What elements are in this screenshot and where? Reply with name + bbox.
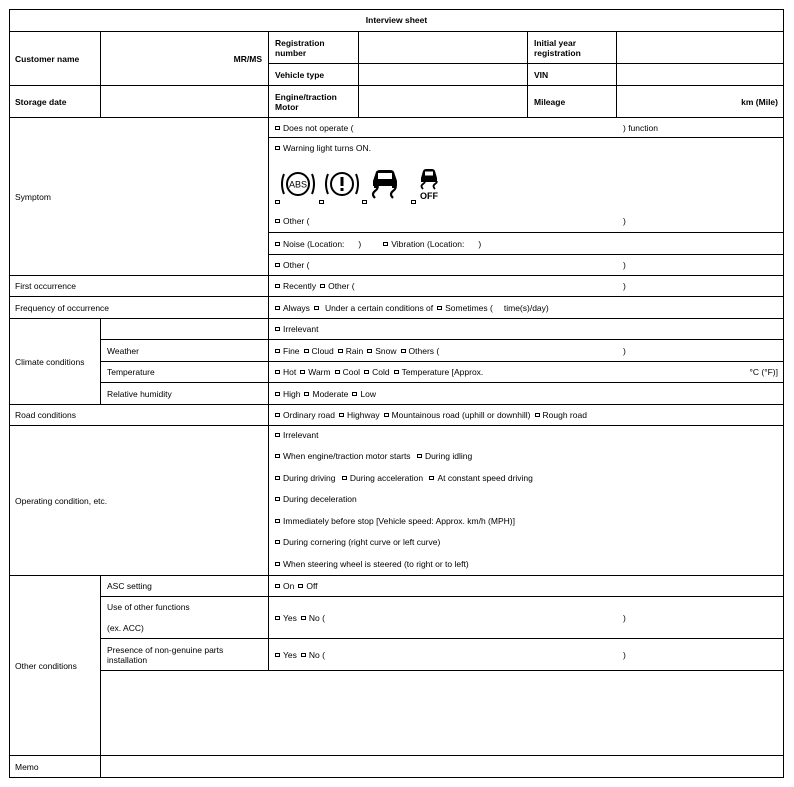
symptom-label: Symptom	[9, 117, 268, 275]
checkbox[interactable]	[275, 519, 280, 523]
checkbox[interactable]	[275, 146, 280, 150]
checkbox[interactable]	[535, 413, 540, 417]
checkbox[interactable]	[300, 370, 305, 374]
vin-label: VIN	[527, 63, 616, 85]
checkbox[interactable]	[275, 306, 280, 310]
symptom-row-warning-light: Warning light turns ON. ABS OFF Other ( )	[268, 137, 784, 232]
weather-options: Fine Cloud Rain Snow Others ( )	[268, 339, 784, 361]
use-other-functions-options: Yes No ( )	[268, 596, 784, 638]
checkbox[interactable]	[275, 327, 280, 331]
checkbox[interactable]	[275, 126, 280, 130]
stability-control-off-icon	[415, 167, 443, 201]
checkbox[interactable]	[383, 242, 388, 246]
checkbox[interactable]	[335, 370, 340, 374]
initial-year-registration-label: Initial year registration	[527, 31, 616, 63]
non-genuine-parts-options: Yes No ( )	[268, 638, 784, 670]
checkbox[interactable]	[319, 200, 324, 204]
checkbox[interactable]	[320, 284, 325, 288]
checkbox[interactable]	[339, 413, 344, 417]
climate-irrelevant-blank	[100, 318, 268, 339]
svg-text:OFF: OFF	[420, 191, 438, 201]
checkbox[interactable]	[275, 584, 280, 588]
road-conditions-label: Road conditions	[9, 404, 268, 425]
checkbox[interactable]	[394, 370, 399, 374]
symptom-row-does-not-operate: Does not operate ( ) function	[268, 117, 784, 137]
first-occurrence-options: Recently Other ( )	[268, 275, 784, 296]
symptom-row-noise-vibration: Noise (Location: ) Vibration (Location: )	[268, 232, 784, 254]
checkbox[interactable]	[304, 349, 309, 353]
climate-irrelevant: Irrelevant	[268, 318, 784, 339]
frequency-options: Always Under a certain conditions of Sometimes ( time(s)/day)	[268, 296, 784, 318]
sheet-title: Interview sheet	[365, 15, 428, 25]
checkbox[interactable]	[314, 306, 319, 310]
symptom-row-other: Other ( )	[268, 254, 784, 275]
interview-sheet	[9, 9, 784, 778]
registration-number-field[interactable]	[358, 31, 527, 63]
operating-condition-label: Operating condition, etc.	[9, 425, 268, 575]
humidity-label: Relative humidity	[100, 382, 268, 404]
memo-field[interactable]	[100, 755, 784, 778]
checkbox[interactable]	[275, 433, 280, 437]
temperature-label: Temperature	[100, 361, 268, 382]
checkbox[interactable]	[384, 413, 389, 417]
checkbox[interactable]	[364, 370, 369, 374]
operating-condition-options: Irrelevant When engine/traction motor starts During idling During driving During acceleration At constant speed driving During deceleration Immediately before stop [Vehicle speed: Approx. km/h (MPH)] During cornering (right curve or left curve) When steering wheel is steered (to right or to left)	[268, 425, 784, 575]
checkbox[interactable]	[367, 349, 372, 353]
checkbox[interactable]	[275, 263, 280, 267]
checkbox[interactable]	[275, 200, 280, 204]
checkbox[interactable]	[275, 370, 280, 374]
checkbox[interactable]	[275, 349, 280, 353]
checkbox[interactable]	[275, 497, 280, 501]
temperature-options: Hot Warm Cool Cold Temperature [Approx. °C (°F)]	[268, 361, 784, 382]
road-conditions-options: Ordinary road Highway Mountainous road (uphill or downhill) Rough road	[268, 404, 784, 425]
checkbox[interactable]	[275, 476, 280, 480]
checkbox[interactable]	[275, 562, 280, 566]
storage-date-label: Storage date	[9, 85, 100, 117]
checkbox[interactable]	[301, 616, 306, 620]
checkbox[interactable]	[275, 392, 280, 396]
checkbox[interactable]	[275, 653, 280, 657]
memo-label: Memo	[9, 755, 100, 778]
checkbox[interactable]	[437, 306, 442, 310]
climate-conditions-label: Climate conditions	[9, 318, 100, 404]
registration-number-label: Registration number	[268, 31, 358, 63]
checkbox[interactable]	[275, 454, 280, 458]
checkbox[interactable]	[401, 349, 406, 353]
initial-year-registration-field[interactable]	[616, 31, 784, 63]
checkbox[interactable]	[275, 242, 280, 246]
checkbox[interactable]	[275, 540, 280, 544]
svg-text:ABS: ABS	[288, 179, 308, 190]
mileage-field[interactable]: km (Mile)	[616, 85, 784, 117]
checkbox[interactable]	[275, 219, 280, 223]
other-conditions-label: Other conditions	[9, 575, 100, 755]
stability-control-icon	[367, 167, 403, 201]
customer-name-field[interactable]: MR/MS	[100, 31, 268, 85]
checkbox[interactable]	[275, 616, 280, 620]
storage-date-field[interactable]	[100, 85, 268, 117]
other-conditions-notes-field[interactable]	[100, 670, 784, 755]
checkbox[interactable]	[304, 392, 309, 396]
checkbox[interactable]	[429, 476, 434, 480]
checkbox[interactable]	[275, 413, 280, 417]
mileage-label: Mileage	[527, 85, 616, 117]
checkbox[interactable]	[338, 349, 343, 353]
engine-motor-field[interactable]	[358, 85, 527, 117]
checkbox[interactable]	[342, 476, 347, 480]
checkbox[interactable]	[275, 284, 280, 288]
asc-setting-label: ASC setting	[100, 575, 268, 596]
weather-label: Weather	[100, 339, 268, 361]
non-genuine-parts-label: Presence of non-genuine parts installation	[100, 638, 268, 670]
checkbox[interactable]	[301, 653, 306, 657]
first-occurrence-label: First occurrence	[9, 275, 268, 296]
brake-warning-icon	[323, 169, 361, 199]
abs-warning-icon	[279, 169, 317, 199]
vin-field[interactable]	[616, 63, 784, 85]
vehicle-type-field[interactable]	[358, 63, 527, 85]
humidity-options: High Moderate Low	[268, 382, 784, 404]
customer-name-label: Customer name	[9, 31, 100, 85]
checkbox[interactable]	[352, 392, 357, 396]
vehicle-type-label: Vehicle type	[268, 63, 358, 85]
engine-motor-label: Engine/traction Motor	[268, 85, 358, 117]
frequency-label: Frequency of occurrence	[9, 296, 268, 318]
checkbox[interactable]	[298, 584, 303, 588]
use-other-functions-label: Use of other functions (ex. ACC)	[100, 596, 268, 638]
asc-setting-options: On Off	[268, 575, 784, 596]
checkbox[interactable]	[417, 454, 422, 458]
